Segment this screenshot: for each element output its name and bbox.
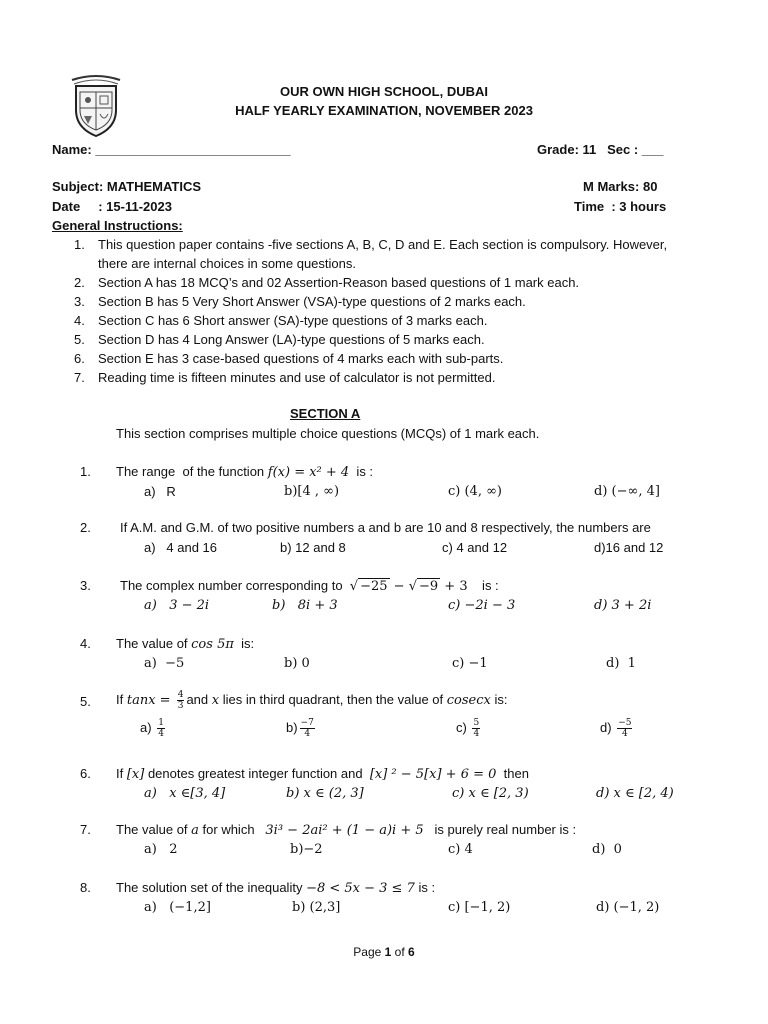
option-c: c) −1	[452, 656, 488, 671]
option-d: d) (−1, 2)	[596, 900, 660, 915]
question-number: 6.	[80, 766, 91, 781]
exam-title: HALF YEARLY EXAMINATION, NOVEMBER 2023	[235, 103, 533, 118]
option-a: a) (−1,2]	[144, 900, 211, 915]
list-item: 2. Section A has 18 MCQ’s and 02 Assertion-Reason based questions of 1 mark each.	[74, 275, 580, 290]
question-number: 3.	[80, 578, 91, 593]
option-a: a) R	[144, 484, 176, 499]
option-b: b)−2	[290, 842, 323, 857]
option-b: b) x ∈ (2, 3]	[286, 786, 364, 801]
option-c: c) (4, ∞)	[448, 484, 502, 499]
option-c: c) 4	[448, 842, 473, 857]
option-a: a) 4 and 16	[144, 540, 217, 555]
option-d: d) 0	[592, 842, 622, 857]
question-number: 4.	[80, 636, 91, 651]
max-marks: M Marks: 80	[583, 179, 658, 194]
subject-label: Subject: MATHEMATICS	[52, 179, 202, 194]
instructions-title: General Instructions:	[52, 218, 183, 233]
option-d: d) 1	[606, 656, 636, 671]
page-number: Page 1 of 6	[353, 945, 415, 959]
option-d: d) 3 + 2i	[594, 598, 652, 613]
option-c: c) $\frac{5}{4}$	[456, 718, 480, 739]
question-text: The value of a for which 3i³ − 2ai² + (1 − a)i + 5 is purely real number is :	[116, 822, 577, 838]
question-text: The range of the function f(x) = x² + 4 is :	[116, 464, 374, 480]
square-root: √ −9	[408, 579, 439, 594]
question-number: 7.	[80, 822, 91, 837]
option-d: d) (−∞, 4]	[594, 484, 660, 499]
option-b: b) $\frac{-7}{4}$	[286, 718, 314, 739]
list-item: 7. Reading time is fifteen minutes and use of calculator is not permitted.	[74, 370, 496, 385]
option-d: d)16 and 12	[594, 540, 664, 555]
name-field: Name: ___________________________	[52, 142, 291, 157]
question-number: 5.	[80, 694, 91, 709]
list-item: 4. Section C has 6 Short answer (SA)-type questions of 3 marks each.	[74, 313, 488, 328]
square-root: √ −25	[349, 579, 388, 594]
question-text: If [x] denotes greatest integer function and [x] ² − 5[x] + 6 = 0 then	[116, 766, 529, 782]
option-a: a) $\frac{1}{4}$	[140, 718, 164, 739]
question-text: The value of cos 5π is:	[116, 636, 255, 652]
option-a: a) 3 − 2i	[144, 598, 210, 613]
option-c: c) x ∈ [2, 3)	[452, 786, 529, 801]
question-text: The complex number corresponding to √ −25 − √ −9 + 3 is :	[120, 578, 499, 594]
exam-time: Time : 3 hours	[574, 199, 667, 214]
option-a: a) −5	[144, 656, 185, 671]
question-text: If A.M. and G.M. of two positive numbers a and b are 10 and 8 respectively, the numbers are	[120, 520, 651, 535]
option-d: d) x ∈ [2, 4)	[596, 786, 674, 801]
option-d: d) $\frac{-5}{4}$	[600, 718, 632, 739]
question-number: 1.	[80, 464, 91, 479]
option-c: c) −2i − 3	[448, 598, 516, 613]
section-a-title: SECTION A	[290, 406, 361, 421]
question-number: 2.	[80, 520, 91, 535]
question-text: If tanx = $\frac{4}{3}$ and x lies in third quadrant, then the value of cosecx is:	[116, 690, 508, 711]
instructions-list	[74, 235, 714, 387]
question-number: 8.	[80, 880, 91, 895]
option-b: b) 8i + 3	[272, 598, 338, 613]
list-item: 5. Section D has 4 Long Answer (LA)-type questions of 5 marks each.	[74, 332, 485, 347]
list-item: 3. Section B has 5 Very Short Answer (VSA)-type questions of 2 marks each.	[74, 294, 526, 309]
option-a: a) x ∈[3, 4]	[144, 786, 226, 801]
fraction: $\frac{4}{3}$	[177, 690, 184, 711]
grade-section: Grade: 11 Sec : ___	[537, 142, 664, 157]
option-c: c) [−1, 2)	[448, 900, 511, 915]
list-item: 1. This question paper contains -five sections A, B, C, D and E. Each section is compulsory. However, there are internal choices in some questions.	[74, 237, 668, 271]
option-b: b)[4 , ∞)	[284, 484, 340, 499]
option-b: b) 12 and 8	[280, 540, 346, 555]
section-a-description: This section comprises multiple choice questions (MCQs) of 1 mark each.	[116, 426, 540, 441]
option-c: c) 4 and 12	[442, 540, 508, 555]
exam-date: Date : 15-11-2023	[52, 199, 172, 214]
option-a: a) 2	[144, 842, 178, 857]
question-text: The solution set of the inequality −8 < 5x − 3 ≤ 7 is :	[116, 880, 436, 896]
option-b: b) (2,3]	[292, 900, 341, 915]
school-name: OUR OWN HIGH SCHOOL, DUBAI	[280, 84, 488, 99]
option-b: b) 0	[284, 656, 310, 671]
list-item: 6. Section E has 3 case-based questions of 4 marks each with sub-parts.	[74, 351, 504, 366]
